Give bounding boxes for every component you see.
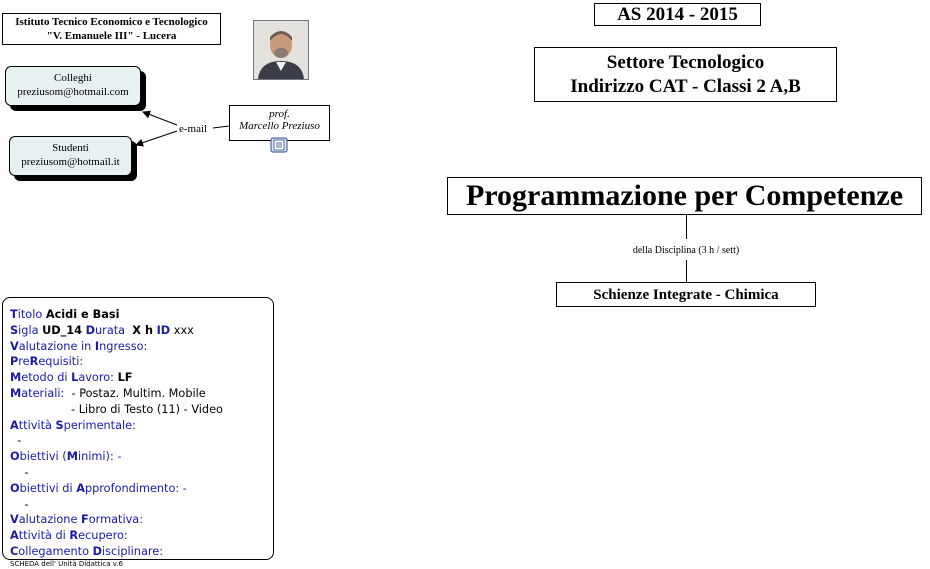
main-title: Programmazione per Competenze [447,177,922,215]
teacher-box [229,105,330,141]
materiali-item-1: - Postaz. Multim. Mobile [71,386,206,400]
connector-label: della Disciplina (3 h / sett) [632,245,740,256]
card-obiettivi-minimi: Obiettivi (Minimi): - [10,450,122,464]
card-valutazione-ingresso: Valutazione in Ingresso: [10,339,148,353]
contact-studenti[interactable] [9,136,132,176]
card-dash-1 [10,433,267,449]
contact-colleghi[interactable] [5,66,141,106]
portrait-image [254,21,308,79]
card-obiettivi-approfondimento: Obiettivi di Approfondimento: - [10,481,187,495]
line-to-prof [213,126,229,128]
card-dash-2 [10,465,267,481]
contact-group-label: Colleghi [54,72,92,84]
school-name: Istituto Tecnico Economico e Tecnologico [15,16,208,28]
card-sigla [10,323,267,339]
school-subname: "V. Emanuele III" - Lucera [46,30,177,42]
titolo-value: Acidi e Basi [45,308,120,321]
card-attivita-recupero: Attività di Recupero: [10,529,128,543]
sector-name: Settore Tecnologico [606,52,765,73]
materiali-label: Materiali: [10,386,65,400]
dash: - [24,465,29,479]
card-materiali [10,386,267,402]
durata-label: Durata [85,323,126,337]
email-label: e-mail [179,123,208,135]
school-year: AS 2014 - 2015 [594,3,761,26]
card-metodo [10,370,267,386]
materiali-item-2: - Libro di Testo (11) - Video [71,402,223,416]
contact-email[interactable]: preziusom@hotmail.com [17,86,129,98]
id-label: ID [156,323,171,337]
durata-value: X h [132,323,153,337]
titolo-label: Titolo [10,308,43,321]
sigla-label: Sigla [10,323,39,337]
teacher-title: prof. [269,108,290,120]
metodo-value: LF [117,371,133,385]
sector-box [534,47,837,102]
unit-card [2,297,274,568]
card-collegamento: Collegamento Disciplinare: [10,544,164,558]
card-version: SCHEDA dell' Unità Didattica v.6 [10,559,123,568]
arrow-to-colleghi [143,112,177,125]
card-prerequisiti: PreRequisiti: [10,355,84,369]
card-materiali-2 [10,402,267,418]
id-value: xxx [173,323,194,337]
card-attivita-sperimentale: Attività Sperimentale: [10,418,136,432]
sigla-value: UD_14 [42,323,83,337]
dash: - [24,497,29,511]
card-dash-3 [10,497,267,513]
contact-group-label: Studenti [52,142,89,154]
card-valutazione-formativa: Valutazione Formativa: [10,513,144,527]
connector-line-top [686,215,687,239]
sector-address: Indirizzo CAT - Classi 2 A,B [570,76,801,97]
arrow-to-studenti [136,131,177,145]
subject-box: Schienze Integrate - Chimica [556,282,816,307]
teacher-name: Marcello Preziuso [239,120,320,132]
metodo-label: Metodo di Lavoro: [10,371,114,385]
contact-email[interactable]: preziusom@hotmail.it [21,156,120,168]
note-icon[interactable] [270,137,288,153]
card-titolo [10,307,267,323]
teacher-photo [253,20,309,80]
connector-line-bottom [686,260,687,282]
dash: - [17,434,22,448]
school-box [2,13,221,45]
